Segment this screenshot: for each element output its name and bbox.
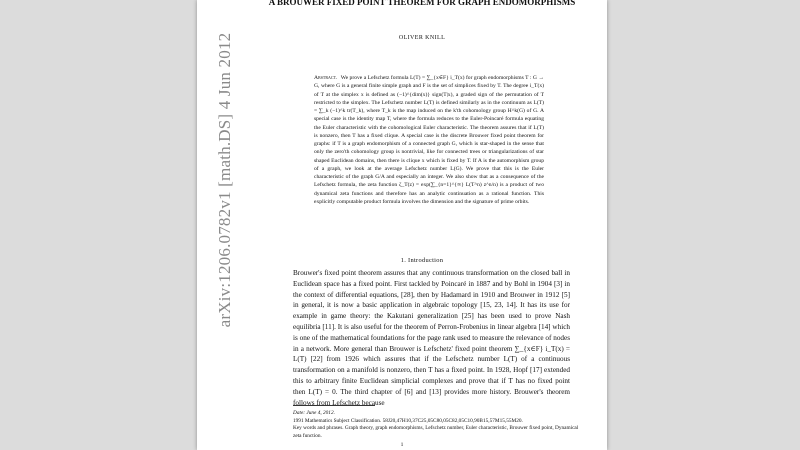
page-number: 1 bbox=[400, 442, 404, 448]
paper-title: A BROUWER FIXED POINT THEOREM FOR GRAPH ENDOMORPHISMS bbox=[268, 0, 576, 7]
footnotes bbox=[293, 410, 581, 441]
footnote-date: Date: June 4, 2012. bbox=[293, 410, 335, 416]
paper-author: OLIVER KNILL bbox=[398, 35, 446, 41]
footnote-keywords: Key words and phrases. Graph theory, graph endomorphisms, Lefschetz number, Euler characteristic, Brouwer fixed point, Dynamical zeta function. bbox=[293, 425, 579, 440]
arxiv-stamp bbox=[203, 0, 247, 450]
section-heading: 1. Introduction bbox=[400, 257, 444, 264]
footnote-rule bbox=[293, 405, 375, 406]
abstract bbox=[314, 74, 544, 206]
paper-page bbox=[197, 0, 607, 450]
abstract-text: We prove a Lefschetz formula L(T) = ∑_{x∈F} i_T(x) for graph endomorphisms T : G → G, where G is a general finite simple graph and F is the set of simplices fixed by T. The degree i_T(x) of T at the simplex x is defined as (−1)^{dim(x)} sign(T|x), a graded sign of the permutation of T restricted to the simplex. The Lefschetz number L(T) is defined similarly as in the continuum as L(T) = ∑_k (−1)^k tr(T_k), where T_k is the map induced on the k'th cohomology group H^k(G) of G. A special case is the identity map T, where the formula reduces to the Euler-Poincaré formula equating the Euler characteristic with the cohomological Euler characteristic. The theorem assures that if L(T) is nonzero, then T has a fixed clique. A special case is the discrete Brouwer fixed point theorem for graphs: if T is a graph endomorphism of a connected graph G, which is star-shaped in the sense that only the zero'th cohomology group is nontrivial, like for connected trees or triangularizations of star shaped Euclidean domains, then there is clique x which is fixed by T. If A is the automorphism group of a graph, we look at the average Lefschetz number L(G). We prove that this is the Euler characteristic of the graph G/A and especially an integer. We also show that as a consequence of the Lefschetz formula, the zeta function ζ_T(z) = exp(∑_{n=1}^{∞} L(T^n) z^n/n) is a product of two dynamical zeta functions and therefore has an analytic continuation as a rational function. This explicitly computable product formula involves the dimension and the signature of prime orbits. bbox=[314, 75, 544, 205]
footnote-msc: 1991 Mathematics Subject Classification. 58J20,47H10,37C25,05C80,05C82,05C10,90B15,57M15,55M20. bbox=[293, 417, 523, 424]
introduction-text: Brouwer's fixed point theorem assures that any continuous transformation on the closed ball in Euclidean space has a fixed point. First tackled by Poincaré in 1887 and by Bohl in 1904 [3] in the context of differential equations, [28], then by Hadamard in 1910 and Brouwer in 1912 [5] in general, it is now a basic application in algebraic topology [15, 23, 14]. It has its use for example in game theory: the Kakutani generalization [25] has been used to prove Nash equilibria [11]. It is also useful for the theorem of Perron-Frobenius in linear algebra [14] which is one of the mathematical foundations for the page rank used to measure the relevance of nodes in a network. More general than Brouwer is Lefschetz' fixed point theorem ∑_{x∈F} i_T(x) = L(T) [22] from 1926 which assures that if the Lefschetz number L(T) of a continuous transformation on a manifold is nonzero, then T has a fixed point. In 1928, Hopf [17] extended this to arbitrary finite Euclidean simplicial complexes and prove that if T has no fixed point then L(T) = 0. The third chapter of [6] and [13] provides more history. Brouwer's theorem follows from Lefschetz because bbox=[293, 269, 570, 407]
abstract-label: Abstract. bbox=[314, 75, 338, 81]
arxiv-identifier: arXiv:1206.0782v1 [math.DS] 4 Jun 2012 bbox=[215, 32, 234, 328]
